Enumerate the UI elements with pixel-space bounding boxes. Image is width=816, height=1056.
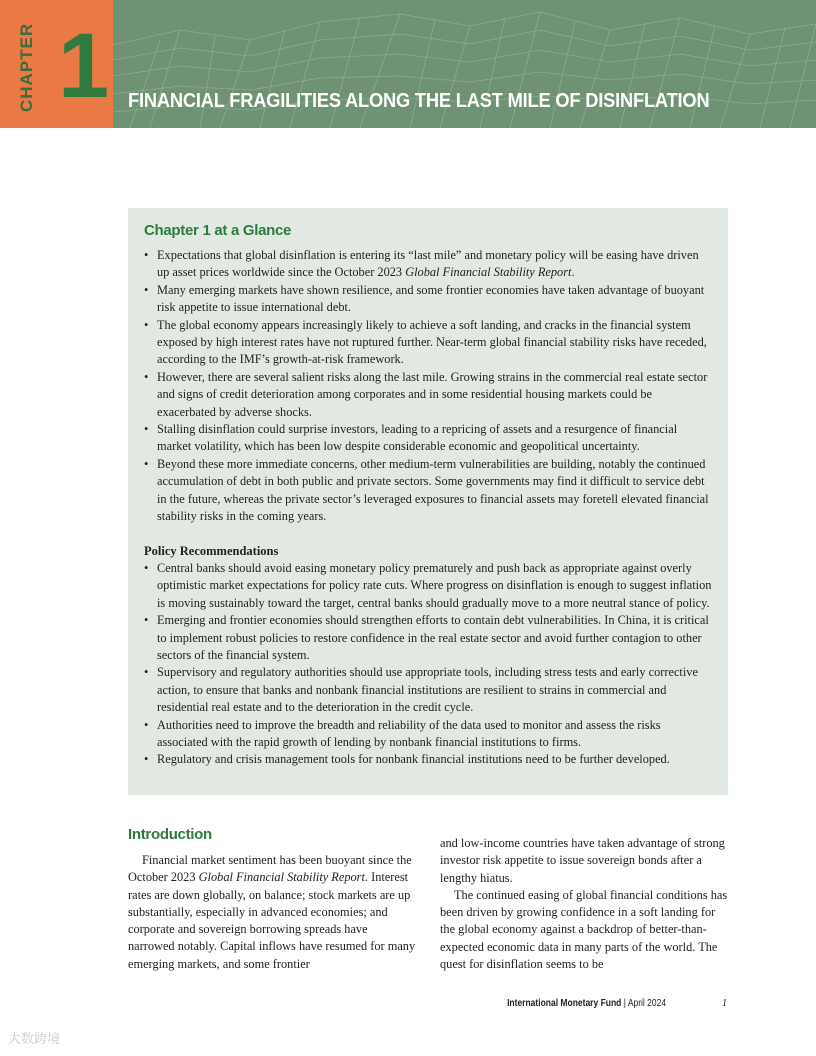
chapter-number: 1 [58, 15, 110, 117]
footer-organization: International Monetary Fund [506, 998, 622, 1009]
chapter-at-a-glance-box [128, 208, 728, 795]
policy-recommendations-heading: Policy Recommendations [144, 543, 279, 558]
chapter-label: CHAPTER [17, 22, 36, 112]
chapter-title: FINANCIAL FRAGILITIES ALONG THE LAST MILE OF DISINFLATION [128, 89, 710, 112]
page-footer [507, 998, 666, 1009]
body-column-left [128, 852, 416, 973]
glance-bullet: • Expectations that global disinflation is entering its “last mile” and monetary policy will be easing have driven up asset prices worldwide since the October 2023 Global Financial Stability Report. [144, 247, 712, 282]
body-column-right [440, 835, 728, 973]
glance-bullet: • Beyond these more immediate concerns, other medium-term vulnerabilities are building, notably the continued accumulation of debt in both public and private sectors. Some governments may find it difficult to service debt in the future, whereas the private sector’s leveraged exposures to financial assets may foretell elevated financial stability risks in the coming years. [144, 456, 712, 526]
policy-bullet: • Emerging and frontier economies should strengthen efforts to contain debt vulnerabilities. In China, it is critical to implement robust policies to restore confidence in the real estate sector and avoid further contagion to other sectors of the financial system. [144, 612, 712, 664]
policy-bullet: • Regulatory and crisis management tools for nonbank financial institutions need to be further developed. [144, 751, 712, 768]
glance-bullet: • The global economy appears increasingly likely to achieve a soft landing, and cracks in the financial system exposed by high interest rates have not ruptured further. Near-term global financial stability risks have receded, according to the IMF’s growth-at-risk framework. [144, 317, 712, 369]
policy-bullet: • Authorities need to improve the breadth and reliability of the data used to monitor and assess the risks associated with the rapid growth of lending by nonbank financial institutions to firms. [144, 717, 712, 752]
glance-bullet: • However, there are several salient risks along the last mile. Growing strains in the commercial real estate sector and signs of credit deterioration among corporates and in some residential housing markets could be exacerbated by adverse shocks. [144, 369, 712, 421]
watermark: 大数跨境 [8, 1032, 61, 1047]
intro-paragraph-1: Financial market sentiment has been buoyant since the October 2023 Global Financial Stability Report. Interest rates are down globally, on balance; stock markets are up substantially, especially in advanced economies; and corporate and sovereign borrowing spreads have narrowed notably. Capital inflows have resumed for many emerging markets, and some frontier [128, 853, 416, 971]
glance-bullet: • Stalling disinflation could surprise investors, leading to a repricing of assets and a resurgence of financial market volatility, which has been low despite considerable economic and geopolitical uncertainty. [144, 421, 712, 456]
glance-title: Chapter 1 at a Glance [144, 222, 292, 239]
footer-date: April 2024 [627, 998, 666, 1009]
footer-separator: | [621, 998, 628, 1009]
glance-bullet-list [144, 247, 712, 526]
intro-paragraph-1-continued: and low-income countries have taken advantage of strong investor risk appetite to issue sovereign bonds after a lengthy hiatus. [440, 836, 725, 885]
policy-bullet: • Supervisory and regulatory authorities should use appropriate tools, including stress tests and early corrective action, to ensure that banks and nonbank financial institutions are resilient to strains in commercial and residential real estate and to the deterioration in the credit cycle. [144, 664, 712, 716]
policy-bullet-list [144, 560, 712, 769]
introduction-heading: Introduction [128, 826, 212, 843]
chapter-box [0, 0, 113, 128]
glance-bullet: • Many emerging markets have shown resilience, and some frontier economies have taken advantage of buoyant risk appetite to issue international debt. [144, 282, 712, 317]
intro-paragraph-2: The continued easing of global financial conditions has been driven by growing confidence in a soft landing for the global economy against a backdrop of better-than-expected economic data in many parts of the world. The quest for disinflation seems to be [440, 887, 728, 972]
page-number: 1 [722, 998, 727, 1009]
policy-bullet: • Central banks should avoid easing monetary policy prematurely and push back as appropriate against overly optimistic market expectations for policy rate cuts. Where progress on disinflation is enough to suggest inflation is moving sustainably toward the target, central banks should gradually move to a more neutral stance of policy. [144, 560, 712, 612]
